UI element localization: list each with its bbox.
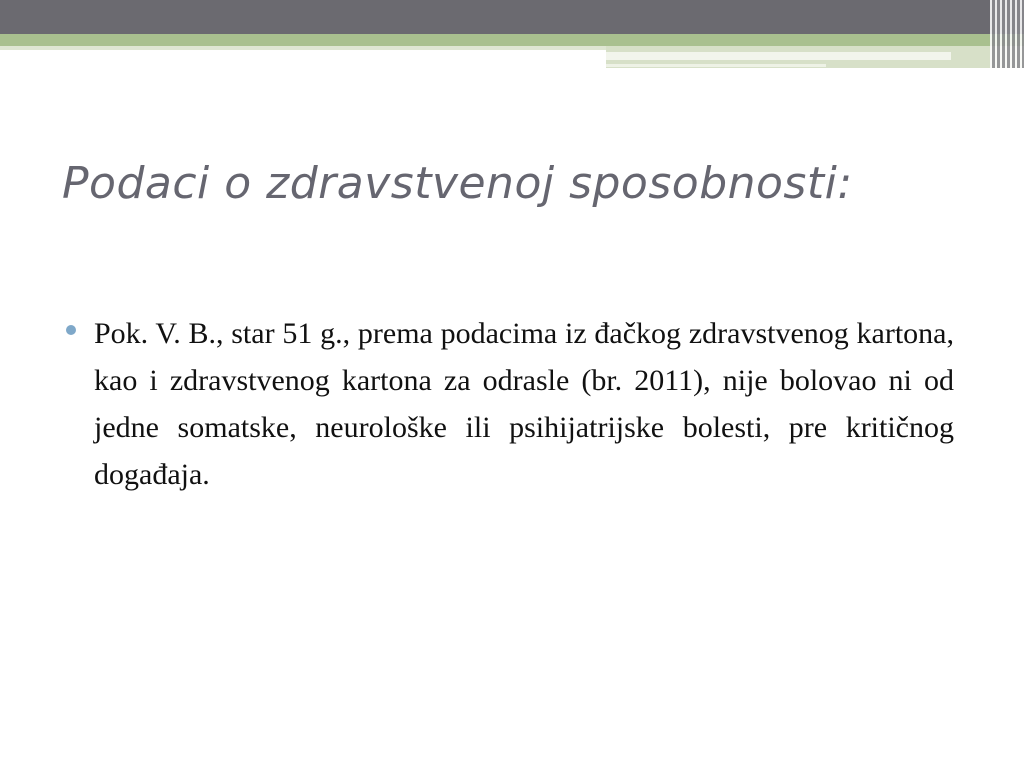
bullet-item (66, 310, 954, 498)
header-stripes (990, 0, 1024, 68)
bullet-text: Pok. V. B., star 51 g., prema podacima iz đačkog zdravstvenog kartona, kao i zdravstvenog kartona za odrasle (br. 2011), nije bolovao ni od jedne somatske, neurološke ili psihijatrijske bolesti, pre kritičnog događaja. (94, 317, 954, 491)
header-accent-inner (606, 52, 951, 60)
slide-title: Podaci o zdravstvenoj sposobnosti: (62, 158, 853, 209)
bullet-list (66, 310, 954, 498)
header-accent-line (606, 64, 826, 67)
header-band-green (0, 34, 1024, 46)
bullet-dot-icon (66, 325, 76, 335)
header-band-dark (0, 0, 1024, 34)
